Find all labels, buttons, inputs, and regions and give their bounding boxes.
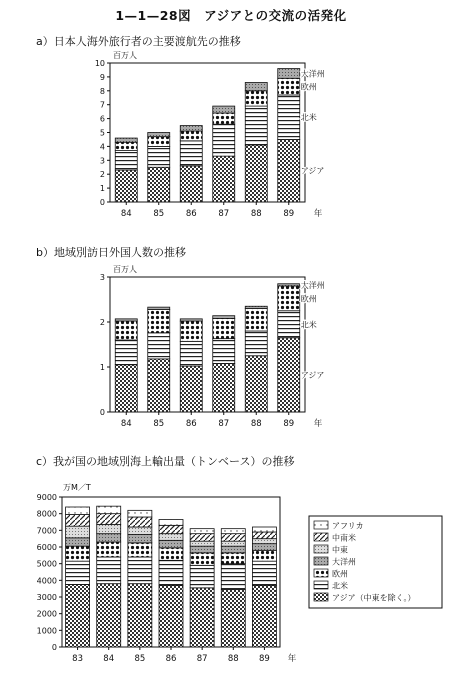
bar-segment xyxy=(252,561,276,585)
bar-segment xyxy=(245,309,267,332)
y-tick-label: 8000 xyxy=(36,509,57,519)
bar-segment xyxy=(115,321,137,340)
bar-segment xyxy=(213,156,235,202)
bar-segment xyxy=(213,363,235,412)
bar-segment xyxy=(180,131,202,141)
y-axis-label: 万M／T xyxy=(63,483,91,492)
bar-segment xyxy=(245,82,267,90)
x-tick-label: 85 xyxy=(153,209,165,219)
bar-segment xyxy=(278,338,300,412)
series-label: 北米 xyxy=(300,113,317,123)
bar-segment xyxy=(252,585,276,647)
bar-segment xyxy=(180,166,202,202)
y-tick-label: 9000 xyxy=(36,493,57,502)
bar-segment xyxy=(159,548,183,561)
plot-frame xyxy=(110,63,305,202)
bar-segment xyxy=(180,321,202,341)
figure-title: 1—1—28図 アジアとの交流の活発化 xyxy=(115,8,347,23)
y-tick-label: 5 xyxy=(99,128,105,138)
y-tick-label: 1 xyxy=(99,363,105,372)
y-tick-label: 0 xyxy=(99,408,105,417)
bar-segment xyxy=(159,540,183,548)
series-label: 北米 xyxy=(300,320,317,330)
y-tick-label: 3000 xyxy=(36,593,57,602)
legend-label: 欧州 xyxy=(332,569,348,579)
chart-1 xyxy=(95,50,325,219)
bar-segment xyxy=(190,541,214,546)
bar-segment xyxy=(66,526,90,538)
bar-segment xyxy=(221,541,245,546)
y-tick-label: 2 xyxy=(99,318,105,327)
bar-segment xyxy=(148,359,170,412)
bar-segment xyxy=(159,585,183,647)
bar-segment xyxy=(128,557,152,584)
bar-segment xyxy=(66,585,90,648)
y-tick-label: 5000 xyxy=(36,559,57,569)
x-tick-label: 89 xyxy=(259,654,270,664)
series-label: アジア xyxy=(300,370,325,380)
bar-segment xyxy=(159,525,183,533)
y-tick-label: 7000 xyxy=(36,526,57,536)
chart-2 xyxy=(100,264,325,429)
x-tick-label: 84 xyxy=(120,209,132,219)
bar-segment xyxy=(221,564,245,590)
bar-segment xyxy=(221,546,245,553)
y-tick-label: 0 xyxy=(99,198,105,207)
y-tick-label: 1000 xyxy=(36,626,57,636)
bar-segment xyxy=(252,539,276,544)
bar-segment xyxy=(97,557,121,584)
y-tick-label: 4000 xyxy=(36,576,57,586)
bar-segment xyxy=(97,542,121,557)
legend-label: 中東 xyxy=(332,545,348,555)
bar-segment xyxy=(278,69,300,79)
bar-segment xyxy=(148,137,170,147)
x-tick-label: 84 xyxy=(120,419,132,429)
legend-label: 北米 xyxy=(332,581,348,591)
x-tick-label: 85 xyxy=(153,419,165,429)
bar-segment xyxy=(278,78,300,95)
series-label: 欧州 xyxy=(300,82,317,92)
x-tick-label: 84 xyxy=(103,654,115,664)
bar-segment xyxy=(180,141,202,166)
legend-swatch xyxy=(314,557,328,565)
bar-segment xyxy=(66,546,90,561)
bar-segment xyxy=(190,546,214,553)
bar-segment xyxy=(213,124,235,156)
bar-segment xyxy=(252,550,276,561)
bar-segment xyxy=(278,311,300,338)
x-tick-label: 86 xyxy=(185,209,197,219)
y-axis-label: 百万人 xyxy=(113,265,137,274)
bar-segment xyxy=(180,126,202,132)
bar-segment xyxy=(115,138,137,142)
bar-segment xyxy=(148,333,170,359)
bar-segment xyxy=(190,588,214,647)
y-tick-label: 8 xyxy=(99,86,105,96)
bar-segment xyxy=(278,286,300,311)
bar-segment xyxy=(252,532,276,539)
bar-segment xyxy=(148,307,170,309)
legend-swatch xyxy=(314,569,328,577)
x-tick-label: 87 xyxy=(218,209,230,219)
bar-segment xyxy=(190,565,214,588)
legend-swatch xyxy=(314,545,328,553)
panel-a-label: a）日本人海外旅行者の主要渡航先の推移 xyxy=(36,35,241,48)
bar-segment xyxy=(66,507,90,515)
bar-segment xyxy=(115,142,137,150)
bar-segment xyxy=(190,534,214,542)
x-tick-label: 87 xyxy=(196,654,208,664)
bar-segment xyxy=(278,139,300,202)
x-tick-label: 88 xyxy=(250,209,262,219)
x-tick-label: 89 xyxy=(283,209,295,219)
x-tick-label: 88 xyxy=(250,419,262,429)
x-axis-unit: 年 xyxy=(313,419,323,429)
bar-segment xyxy=(221,553,245,564)
x-tick-label: 89 xyxy=(283,419,295,429)
bar-segment xyxy=(252,544,276,551)
y-tick-label: 6 xyxy=(99,114,105,124)
bar-segment xyxy=(148,167,170,202)
bar-segment xyxy=(190,529,214,534)
bar-segment xyxy=(115,340,137,365)
y-tick-label: 9 xyxy=(99,72,105,82)
bar-segment xyxy=(245,91,267,106)
x-tick-label: 86 xyxy=(185,419,197,429)
bar-segment xyxy=(213,106,235,113)
bar-segment xyxy=(115,151,137,170)
bar-segment xyxy=(180,319,202,321)
bar-segment xyxy=(128,535,152,543)
bar-segment xyxy=(159,534,183,541)
bar-segment xyxy=(97,514,121,525)
bar-segment xyxy=(148,133,170,137)
legend-label: アジア（中東を除く。） xyxy=(332,593,416,603)
legend-swatch xyxy=(314,521,328,529)
bar-segment xyxy=(213,316,235,319)
bar-segment xyxy=(213,339,235,364)
bar-segment xyxy=(159,560,183,585)
bar-segment xyxy=(221,534,245,542)
bar-segment xyxy=(245,145,267,202)
bar-segment xyxy=(148,146,170,167)
legend-swatch xyxy=(314,581,328,589)
bar-segment xyxy=(245,356,267,412)
bar-segment xyxy=(115,365,137,412)
bar-segment xyxy=(148,309,170,332)
y-tick-label: 4 xyxy=(99,142,105,152)
bar-segment xyxy=(180,366,202,412)
x-axis-unit: 年 xyxy=(313,209,323,219)
x-tick-label: 86 xyxy=(165,654,177,664)
y-tick-label: 3 xyxy=(99,156,105,166)
y-tick-label: 7 xyxy=(99,100,105,110)
y-tick-label: 2 xyxy=(99,170,105,180)
y-tick-label: 10 xyxy=(94,59,105,68)
bar-segment xyxy=(115,170,137,202)
bar-segment xyxy=(213,113,235,124)
legend-label: 大洋州 xyxy=(332,557,356,567)
bar-segment xyxy=(66,515,90,527)
bar-segment xyxy=(66,538,90,546)
chart-3 xyxy=(37,483,442,664)
bar-segment xyxy=(190,553,214,566)
bar-segment xyxy=(97,506,121,513)
y-tick-label: 1 xyxy=(99,184,105,194)
bar-segment xyxy=(128,543,152,557)
bar-segment xyxy=(128,517,152,527)
bar-segment xyxy=(115,319,137,321)
bar-segment xyxy=(245,106,267,145)
bar-segment xyxy=(221,590,245,648)
bar-segment xyxy=(97,525,121,534)
bar-segment xyxy=(97,534,121,542)
y-tick-label: 0 xyxy=(51,643,57,652)
x-tick-label: 88 xyxy=(227,654,239,664)
legend-label: アフリカ xyxy=(332,521,364,531)
series-label: 大洋州 xyxy=(300,280,325,290)
legend-label: 中南米 xyxy=(332,533,356,543)
x-tick-label: 85 xyxy=(134,654,146,664)
legend-swatch xyxy=(314,533,328,541)
x-tick-label: 83 xyxy=(72,654,83,664)
y-axis-label: 百万人 xyxy=(113,51,137,60)
panel-b-label: b）地域別訪日外国人数の推移 xyxy=(36,246,186,259)
series-label: アジア xyxy=(300,166,325,176)
bar-segment xyxy=(252,527,276,532)
bar-segment xyxy=(66,561,90,584)
bar-segment xyxy=(278,95,300,139)
series-label: 大洋州 xyxy=(300,69,325,79)
bar-segment xyxy=(97,584,121,647)
y-tick-label: 3 xyxy=(99,273,105,282)
bar-segment xyxy=(128,584,152,647)
plot-frame xyxy=(110,277,305,412)
bar-segment xyxy=(278,284,300,286)
bar-segment xyxy=(128,527,152,535)
x-axis-unit: 年 xyxy=(287,654,297,664)
x-tick-label: 87 xyxy=(218,419,230,429)
y-tick-label: 6000 xyxy=(36,543,57,552)
bar-segment xyxy=(159,520,183,526)
bar-segment xyxy=(245,331,267,356)
series-label: 欧州 xyxy=(300,294,317,304)
legend-swatch xyxy=(314,593,328,601)
bar-segment xyxy=(245,306,267,308)
bar-segment xyxy=(128,510,152,517)
bar-segment xyxy=(221,529,245,534)
y-tick-label: 2000 xyxy=(36,609,57,619)
bar-segment xyxy=(213,318,235,338)
bar-segment xyxy=(180,341,202,366)
panel-c-label: c）我が国の地域別海上輸出量（トンベース）の推移 xyxy=(36,455,295,468)
